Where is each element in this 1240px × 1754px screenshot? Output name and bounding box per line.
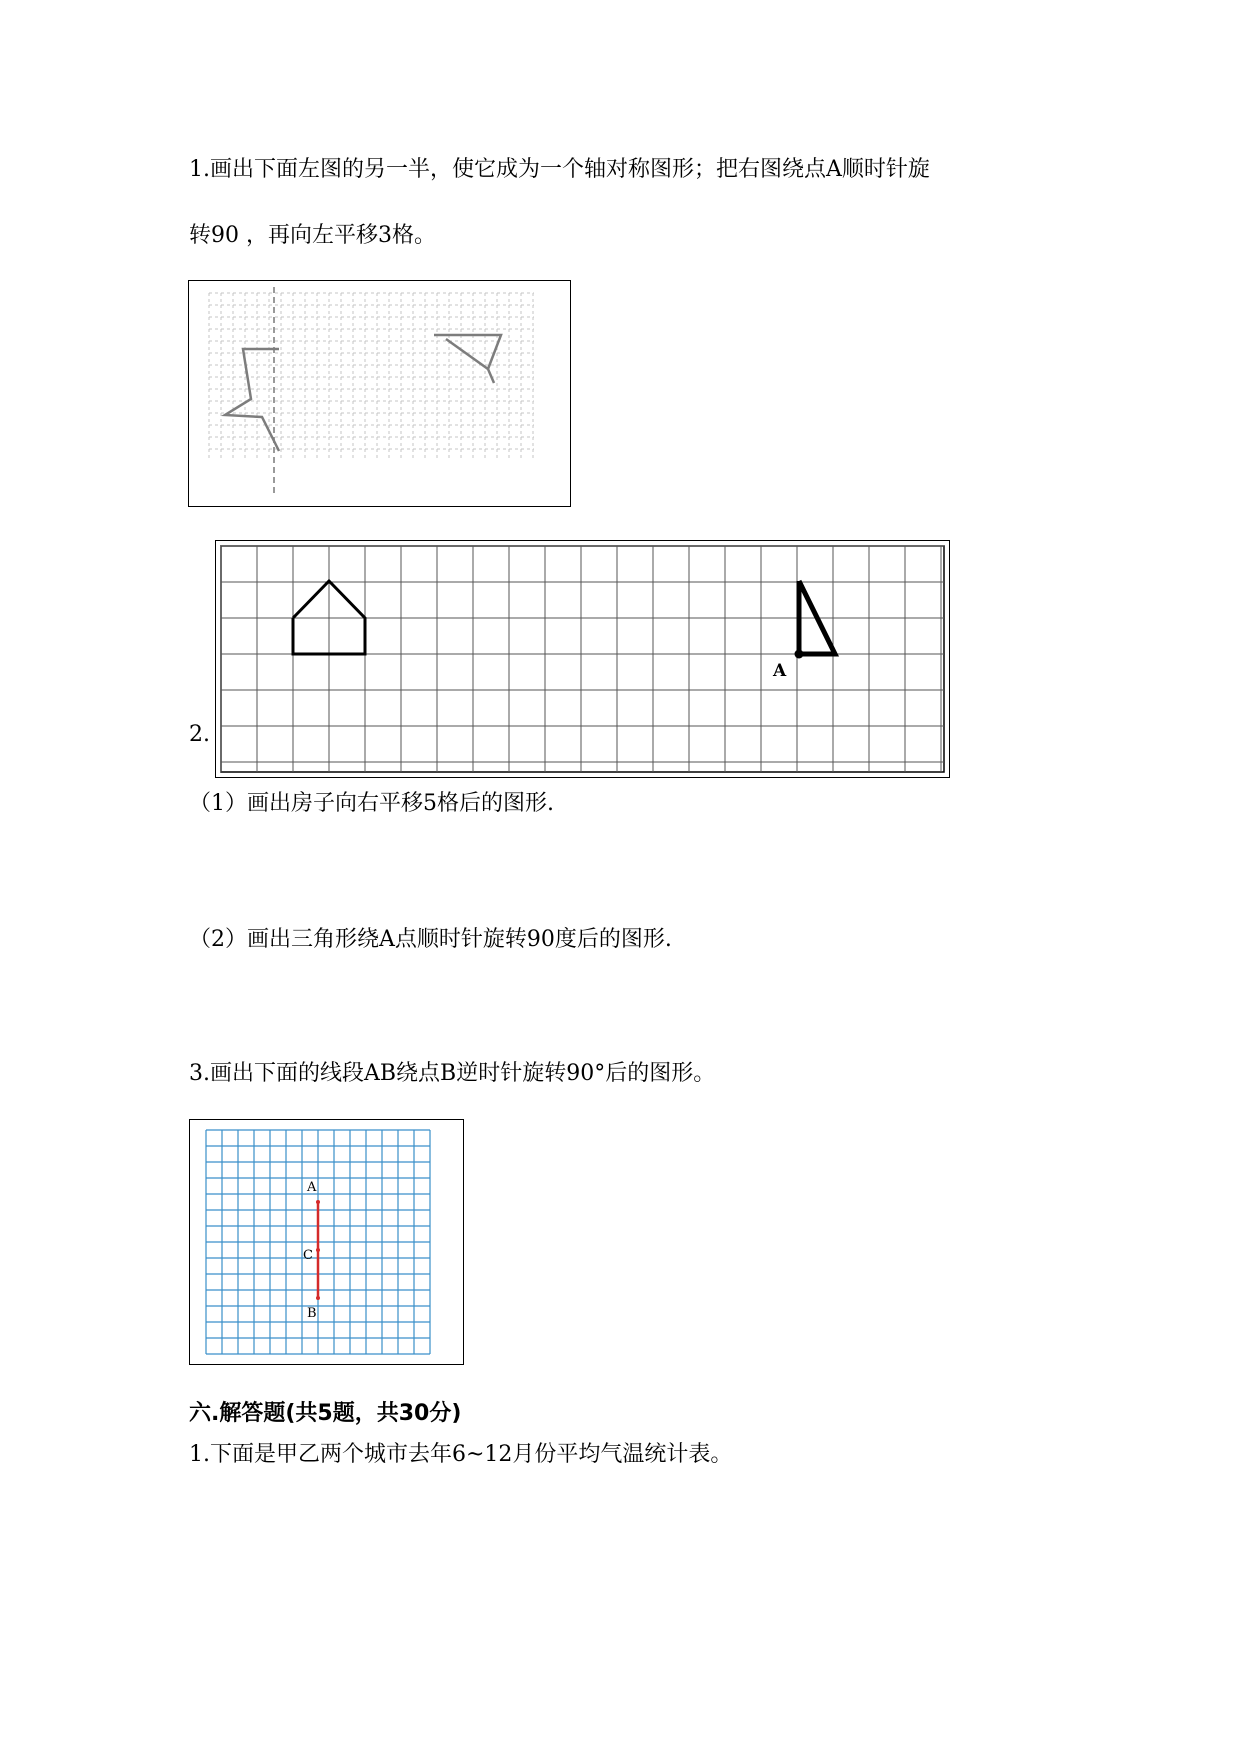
q1-figure (188, 280, 571, 507)
section-q1-text: 1.下面是甲乙两个城市去年6~12月份平均气温统计表。 (189, 1442, 733, 1467)
q3-figure (189, 1119, 464, 1365)
section-title: 六.解答题(共5题，共30分) (189, 1401, 462, 1426)
point-a-dot (316, 1200, 320, 1204)
q2-figure-svg (216, 541, 949, 777)
q3-text: 3.画出下面的线段AB绕点B逆时针旋转90°后的图形。 (189, 1061, 716, 1086)
label-b: B (307, 1306, 317, 1321)
q2-figure (215, 540, 950, 778)
q1-text-line1: 1.画出下面左图的另一半，使它成为一个轴对称图形；把右图绕点A顺时针旋 (189, 157, 930, 182)
label-c: C (303, 1248, 313, 1263)
point-a-dot (795, 650, 804, 659)
q2-part2-text: （2）画出三角形绕A点顺时针旋转90度后的图形. (189, 927, 672, 952)
point-c-dot (316, 1248, 320, 1252)
label-a: A (307, 1180, 317, 1195)
dotted-grid (209, 293, 534, 459)
right-figure-tail (488, 369, 494, 383)
q2-number: 2. (189, 722, 210, 747)
point-a-label: A (773, 661, 787, 681)
q2-part1-text: （1）画出房子向右平移5格后的图形. (189, 791, 554, 816)
q1-text-line2: 转90 ，再向左平移3格。 (189, 223, 436, 248)
q1-figure-svg (189, 281, 570, 506)
left-half-figure (225, 349, 279, 451)
right-quadrilateral (434, 335, 501, 369)
q3-figure-svg (190, 1120, 463, 1364)
point-b-dot (316, 1296, 320, 1300)
